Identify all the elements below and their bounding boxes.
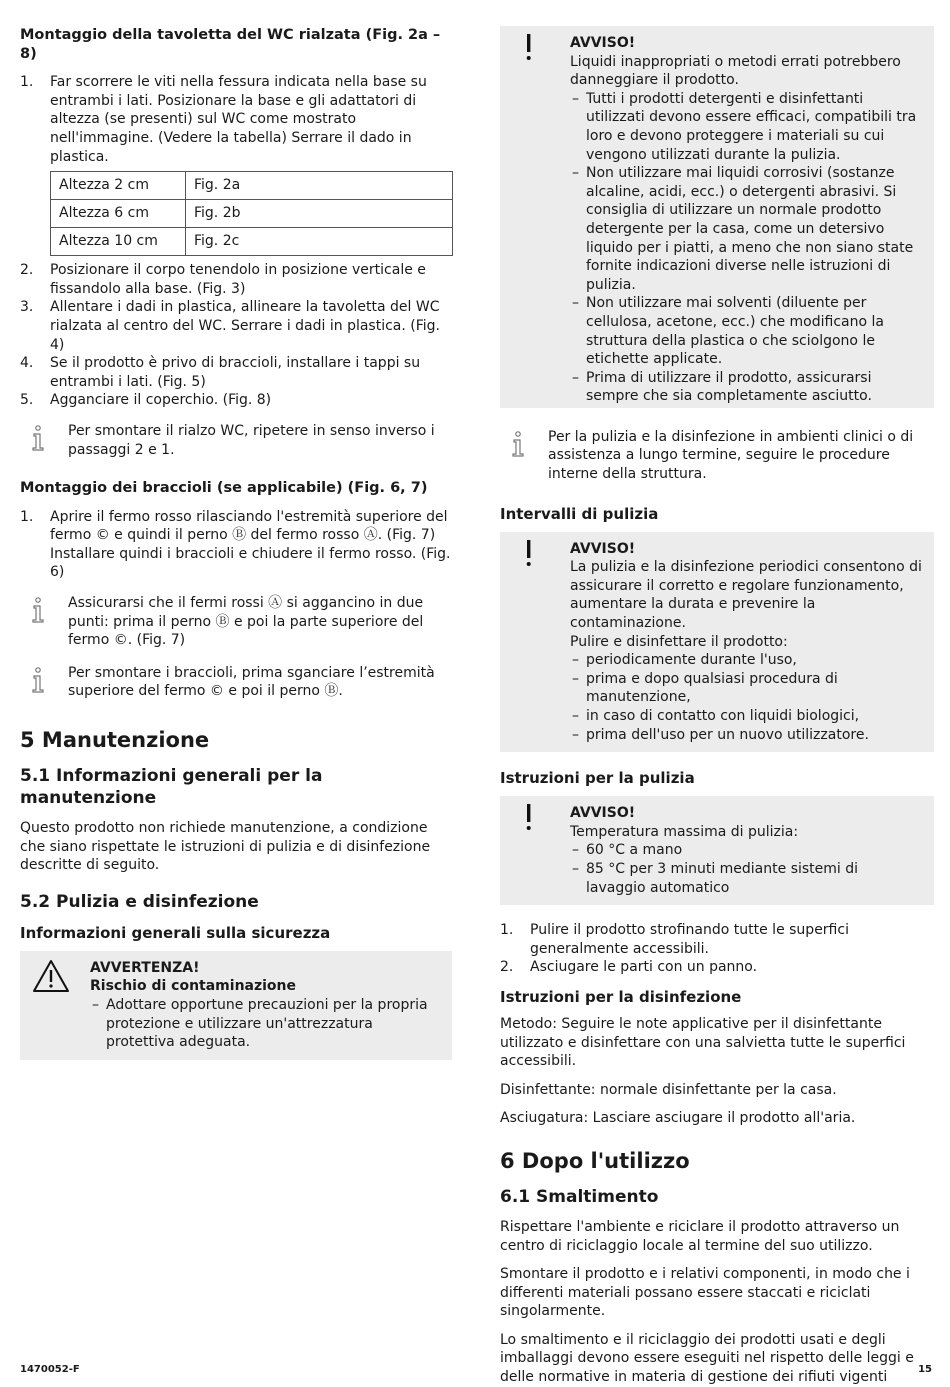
list-item: 1. Pulire il prodotto strofinando tutte le superfici generalmente accessibili. — [500, 922, 849, 957]
list-item: – prima dell'uso per un nuovo utilizzatore. — [572, 726, 869, 743]
warning-subtitle: Rischio di contaminazione — [90, 978, 297, 995]
list-item: – 60 °C a mano — [572, 842, 683, 859]
notice-box: AVVISO! La pulizia e la disinfezione periodici consentono di assicurare il corretto e regolare funzionamento, aumentare la durata e prevenire la contaminazione. Pulire e disinfettare il prodotto: – periodicamente durante l'uso, – prima e dopo qualsiasi procedura di manutenzione, – in caso di contatto con liquidi biologici, – prima dell'uso per un nuovo utilizzatore. — [500, 532, 934, 753]
table-cell: Altezza 6 cm — [51, 200, 186, 228]
document-code: 1470052-F — [20, 1364, 80, 1375]
wc-steps-list-continued — [20, 261, 452, 410]
notice-label: AVVISO! — [570, 540, 636, 557]
section-5-1-title: 5.1 Informazioni generali per la manutenzione — [20, 766, 323, 809]
notice-box: AVVISO! Temperatura massima di pulizia: – 60 °C a mano – 85 °C per 3 minuti mediante sistemi di lavaggio automatico — [500, 796, 934, 905]
section-6-1-title: 6.1 Smaltimento — [500, 1186, 659, 1207]
list-item: 2. Asciugare le parti con un panno. — [500, 959, 758, 976]
info-icon — [30, 424, 46, 452]
exclamation-icon — [522, 538, 536, 568]
cleaning-heading: Istruzioni per la pulizia — [500, 769, 695, 788]
list-item: 3. Allentare i dadi in plastica, allineare la tavoletta del WC rialzata al centro del WC. Serrare i dadi in plastica. (Fig. 4) — [20, 299, 441, 353]
table-cell: Fig. 2a — [186, 172, 453, 200]
list-item: – periodicamente durante l'uso, — [572, 652, 797, 669]
notice-box: AVVISO! Liquidi inappropriati o metodi errati potrebbero danneggiare il prodotto. – Tutti i prodotti detergenti e disinfettanti utilizzati devono essere efficaci, compatibili tra loro e devono proteggere i materiali su cui vengono utilizzati durante la pulizia. – Non utilizzare mai liquidi corrosivi (sostanze alcaline, acidi, ecc.) o detergenti abrasivi. Si consiglia di utilizzare un normale prodotto detergente per la casa, come un detersivo liquido per i piatti, a meno che non siano state fornite indicazioni diverse nelle istruzioni di pulizia. – Non utilizzare mai solventi (diluente per cellulosa, acetone, ecc.) che modificano la struttura della plastica o che sciolgono le etichette applicate. – Prima di utilizzare il prodotto, assicurarsi sempre che sia completamente asciutto. — [500, 26, 934, 408]
page-number: 15 — [918, 1364, 932, 1375]
list-item: 1. Aprire il fermo rosso rilasciando l'estremità superiore del fermo © e quindi il perno Ⓑ del fermo rosso Ⓐ. (Fig. 7) Installare quindi i braccioli e chiudere il fermo rosso. (Fig. 6) — [20, 508, 451, 581]
exclamation-icon — [522, 802, 536, 832]
method-text: Metodo: Seguire le note applicative per il disinfettante utilizzato e disinfettare con una salvietta tutte le superfici accessibili. — [500, 1015, 906, 1070]
warning-label: AVVERTENZA! — [90, 959, 200, 976]
list-item: – prima e dopo qualsiasi procedura di manutenzione, — [572, 670, 838, 706]
list-item: – Non utilizzare mai liquidi corrosivi (sostanze alcaline, acidi, ecc.) o detergenti abrasivi. Si consiglia di utilizzare un normale prodotto detergente per la casa, come un detersivo liquido per i piatti, a meno che non siano state fornite indicazioni diverse nelle istruzioni di pulizia. — [572, 165, 914, 293]
list-item: 2. Posizionare il corpo tenendolo in posizione verticale e fissandolo alla base. (Fig. 3) — [20, 262, 426, 297]
info-note: Per la pulizia e la disinfezione in ambienti clinici o di assistenza a lungo termine, seguire le procedure interne della struttura. — [500, 428, 934, 484]
notice-list — [570, 841, 922, 897]
table-row — [51, 228, 453, 256]
notice-label: AVVISO! — [570, 35, 636, 51]
section-5-1-text: Questo prodotto non richiede manutenzione, a condizione che siano rispettate le istruzioni di pulizia e di disinfezione descritte di seguito. — [20, 820, 431, 874]
armrest-steps-list — [20, 508, 452, 582]
info-note: Assicurarsi che il fermi rossi Ⓐ si aggancino in due punti: prima il perno Ⓑ e poi la parte superiore del fermo ©. (Fig. 7) — [20, 594, 452, 650]
list-item: 1. Far scorrere le viti nella fessura indicata nella base su entrambi i lati. Posizionare la base e gli adattatori di altezza (se presenti) sul WC come mostrato nell'immagine. (Vedere la tabella) Serrare il dado in plastica. — [20, 74, 427, 165]
info-icon — [30, 596, 46, 624]
notice-label: AVVISO! — [570, 805, 636, 822]
info-icon — [30, 666, 46, 694]
section-5-2-title: 5.2 Pulizia e disinfezione — [20, 891, 259, 912]
list-item: – in caso di contatto con liquidi biologici, — [572, 708, 860, 724]
disposal-text-1: Rispettare l'ambiente e riciclare il prodotto attraverso un centro di riciclaggio locale al termine del suo utilizzo. — [500, 1218, 900, 1254]
wc-steps-list — [20, 73, 452, 166]
wc-seat-heading: Montaggio della tavoletta del WC rialzata (Fig. 2a – 8) — [20, 27, 441, 62]
warning-triangle-icon — [32, 959, 70, 993]
section-5-title: 5 Manutenzione — [20, 728, 210, 753]
notice-list — [570, 90, 922, 406]
list-item: – Prima di utilizzare il prodotto, assicurarsi sempre che sia completamente asciutto. — [572, 369, 872, 405]
table-cell: Altezza 10 cm — [51, 228, 186, 256]
disinfection-heading: Istruzioni per la disinfezione — [500, 987, 742, 1006]
right-column — [500, 26, 934, 1387]
list-item: 4. Se il prodotto è privo di braccioli, installare i tappi su entrambi i lati. (Fig. 5) — [20, 355, 421, 390]
info-note: Per smontare i braccioli, prima sganciare l’estremità superiore del fermo © e poi il perno Ⓑ. — [20, 664, 452, 701]
warning-list — [90, 996, 440, 1052]
cleaning-steps-list — [500, 921, 934, 977]
table-cell: Fig. 2b — [186, 200, 453, 228]
table-row — [51, 172, 453, 200]
list-item: – Tutti i prodotti detergenti e disinfettanti utilizzati devono essere efficaci, compatibili tra loro e devono proteggere i materiali su cui vengono utilizzati durante la pulizia. — [572, 90, 917, 163]
table-row — [51, 200, 453, 228]
section-6-title: 6 Dopo l'utilizzo — [500, 1148, 690, 1173]
disposal-text-3: Lo smaltimento e il riciclaggio dei prodotti usati e degli imballaggi devono essere eseguiti nel rispetto delle leggi e delle normative in materia di gestione dei rifiuti vigenti — [500, 1331, 914, 1386]
disposal-text-2: Smontare il prodotto e i relativi componenti, in modo che i differenti materiali possano essere staccati e riciclati singolarmente. — [500, 1266, 910, 1320]
armrest-heading: Montaggio dei braccioli (se applicabile) (Fig. 6, 7) — [20, 480, 428, 497]
table-cell: Altezza 2 cm — [51, 172, 186, 200]
intervals-heading: Intervalli di pulizia — [500, 504, 659, 523]
info-icon — [510, 430, 526, 458]
list-item: – Adottare opportune precauzioni per la propria protezione e utilizzare un'attrezzatura protettiva adeguata. — [92, 997, 428, 1051]
height-table — [50, 171, 453, 256]
safety-heading: Informazioni generali sulla sicurezza — [20, 923, 331, 942]
info-note: Per smontare il rialzo WC, ripetere in senso inverso i passaggi 2 e 1. — [20, 422, 452, 459]
list-item: – 85 °C per 3 minuti mediante sistemi di lavaggio automatico — [572, 860, 859, 896]
disinfectant-text: Disinfettante: normale disinfettante per la casa. — [500, 1081, 837, 1098]
list-item: 5. Agganciare il coperchio. (Fig. 8) — [20, 392, 272, 409]
notice-list — [570, 651, 922, 744]
table-cell: Fig. 2c — [186, 228, 453, 256]
left-column — [20, 26, 452, 1060]
list-item: – Non utilizzare mai solventi (diluente per cellulosa, acetone, ecc.) che modificano la struttura della plastica o che sciolgono le etichette applicate. — [572, 295, 884, 368]
exclamation-icon — [522, 32, 536, 62]
warning-box — [20, 951, 452, 1060]
drying-text: Asciugatura: Lasciare asciugare il prodotto all'aria. — [500, 1110, 856, 1127]
